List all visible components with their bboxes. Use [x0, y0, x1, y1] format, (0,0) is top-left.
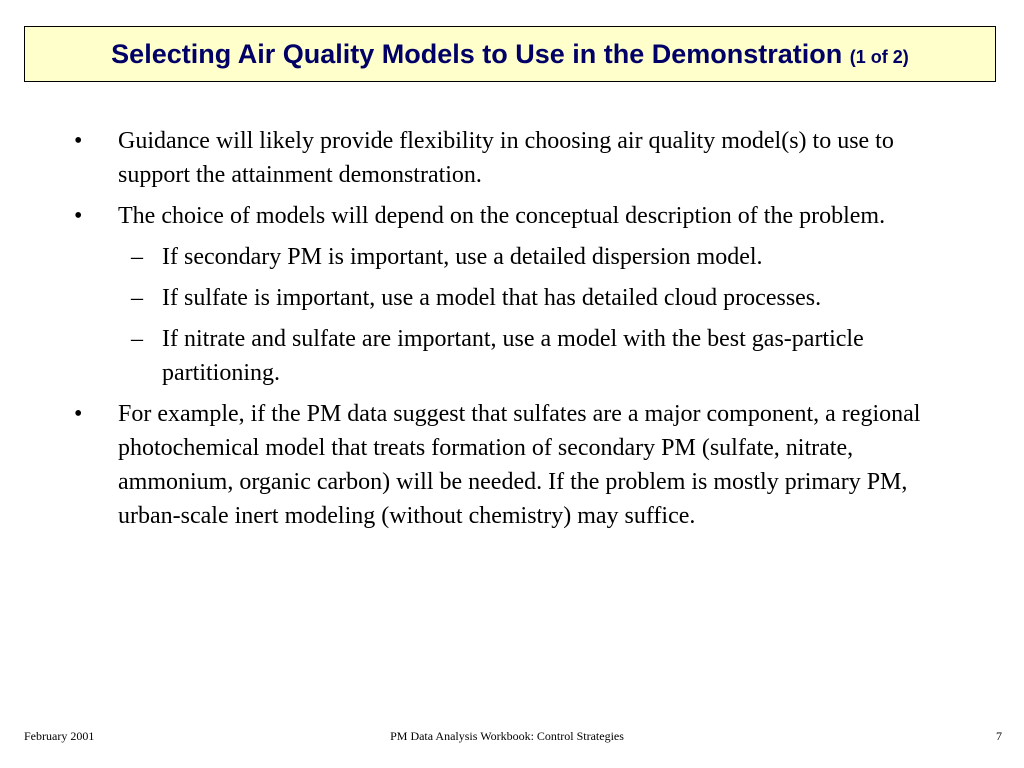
sub-bullet-item	[74, 240, 954, 274]
bullet-item	[74, 124, 954, 192]
bullet-marker: •	[74, 401, 83, 427]
sub-bullet-item	[74, 322, 954, 390]
footer-date: February 2001	[24, 729, 95, 743]
sub-bullet-item	[74, 281, 954, 315]
bullet-text: The choice of models will depend on the conceptual description of the problem.	[118, 203, 886, 229]
bullet-marker: •	[74, 128, 83, 154]
slide-title	[111, 39, 909, 70]
title-main: Selecting Air Quality Models to Use in the Demonstration	[111, 38, 850, 69]
bullet-text: For example, if the PM data suggest that sulfates are a major component, a regional photochemical model that treats formation of secondary PM (sulfate, nitrate, ammonium, organic carbon) will be needed. If the problem is mostly primary PM, urban-scale inert modeling (without chemistry) may suffice.	[118, 401, 921, 529]
sub-bullet-text: If secondary PM is important, use a detailed dispersion model.	[162, 244, 763, 270]
sub-bullet-text: If nitrate and sulfate are important, use a model with the best gas-particle partitioning.	[162, 326, 864, 386]
page-number: 7	[996, 729, 1002, 743]
dash-marker: –	[131, 244, 143, 270]
title-part-indicator: (1 of 2)	[849, 46, 909, 67]
bullet-text: Guidance will likely provide flexibility in choosing air quality model(s) to use to support the attainment demonstration.	[118, 128, 894, 188]
title-box	[24, 26, 996, 82]
footer-title: PM Data Analysis Workbook: Control Strategies	[390, 729, 624, 743]
bullet-item	[74, 199, 954, 233]
sub-bullet-text: If sulfate is important, use a model that has detailed cloud processes.	[162, 285, 822, 311]
bullet-marker: •	[74, 203, 83, 229]
bullet-item	[74, 397, 954, 533]
dash-marker: –	[131, 326, 143, 352]
bullet-list	[74, 124, 954, 540]
dash-marker: –	[131, 285, 143, 311]
